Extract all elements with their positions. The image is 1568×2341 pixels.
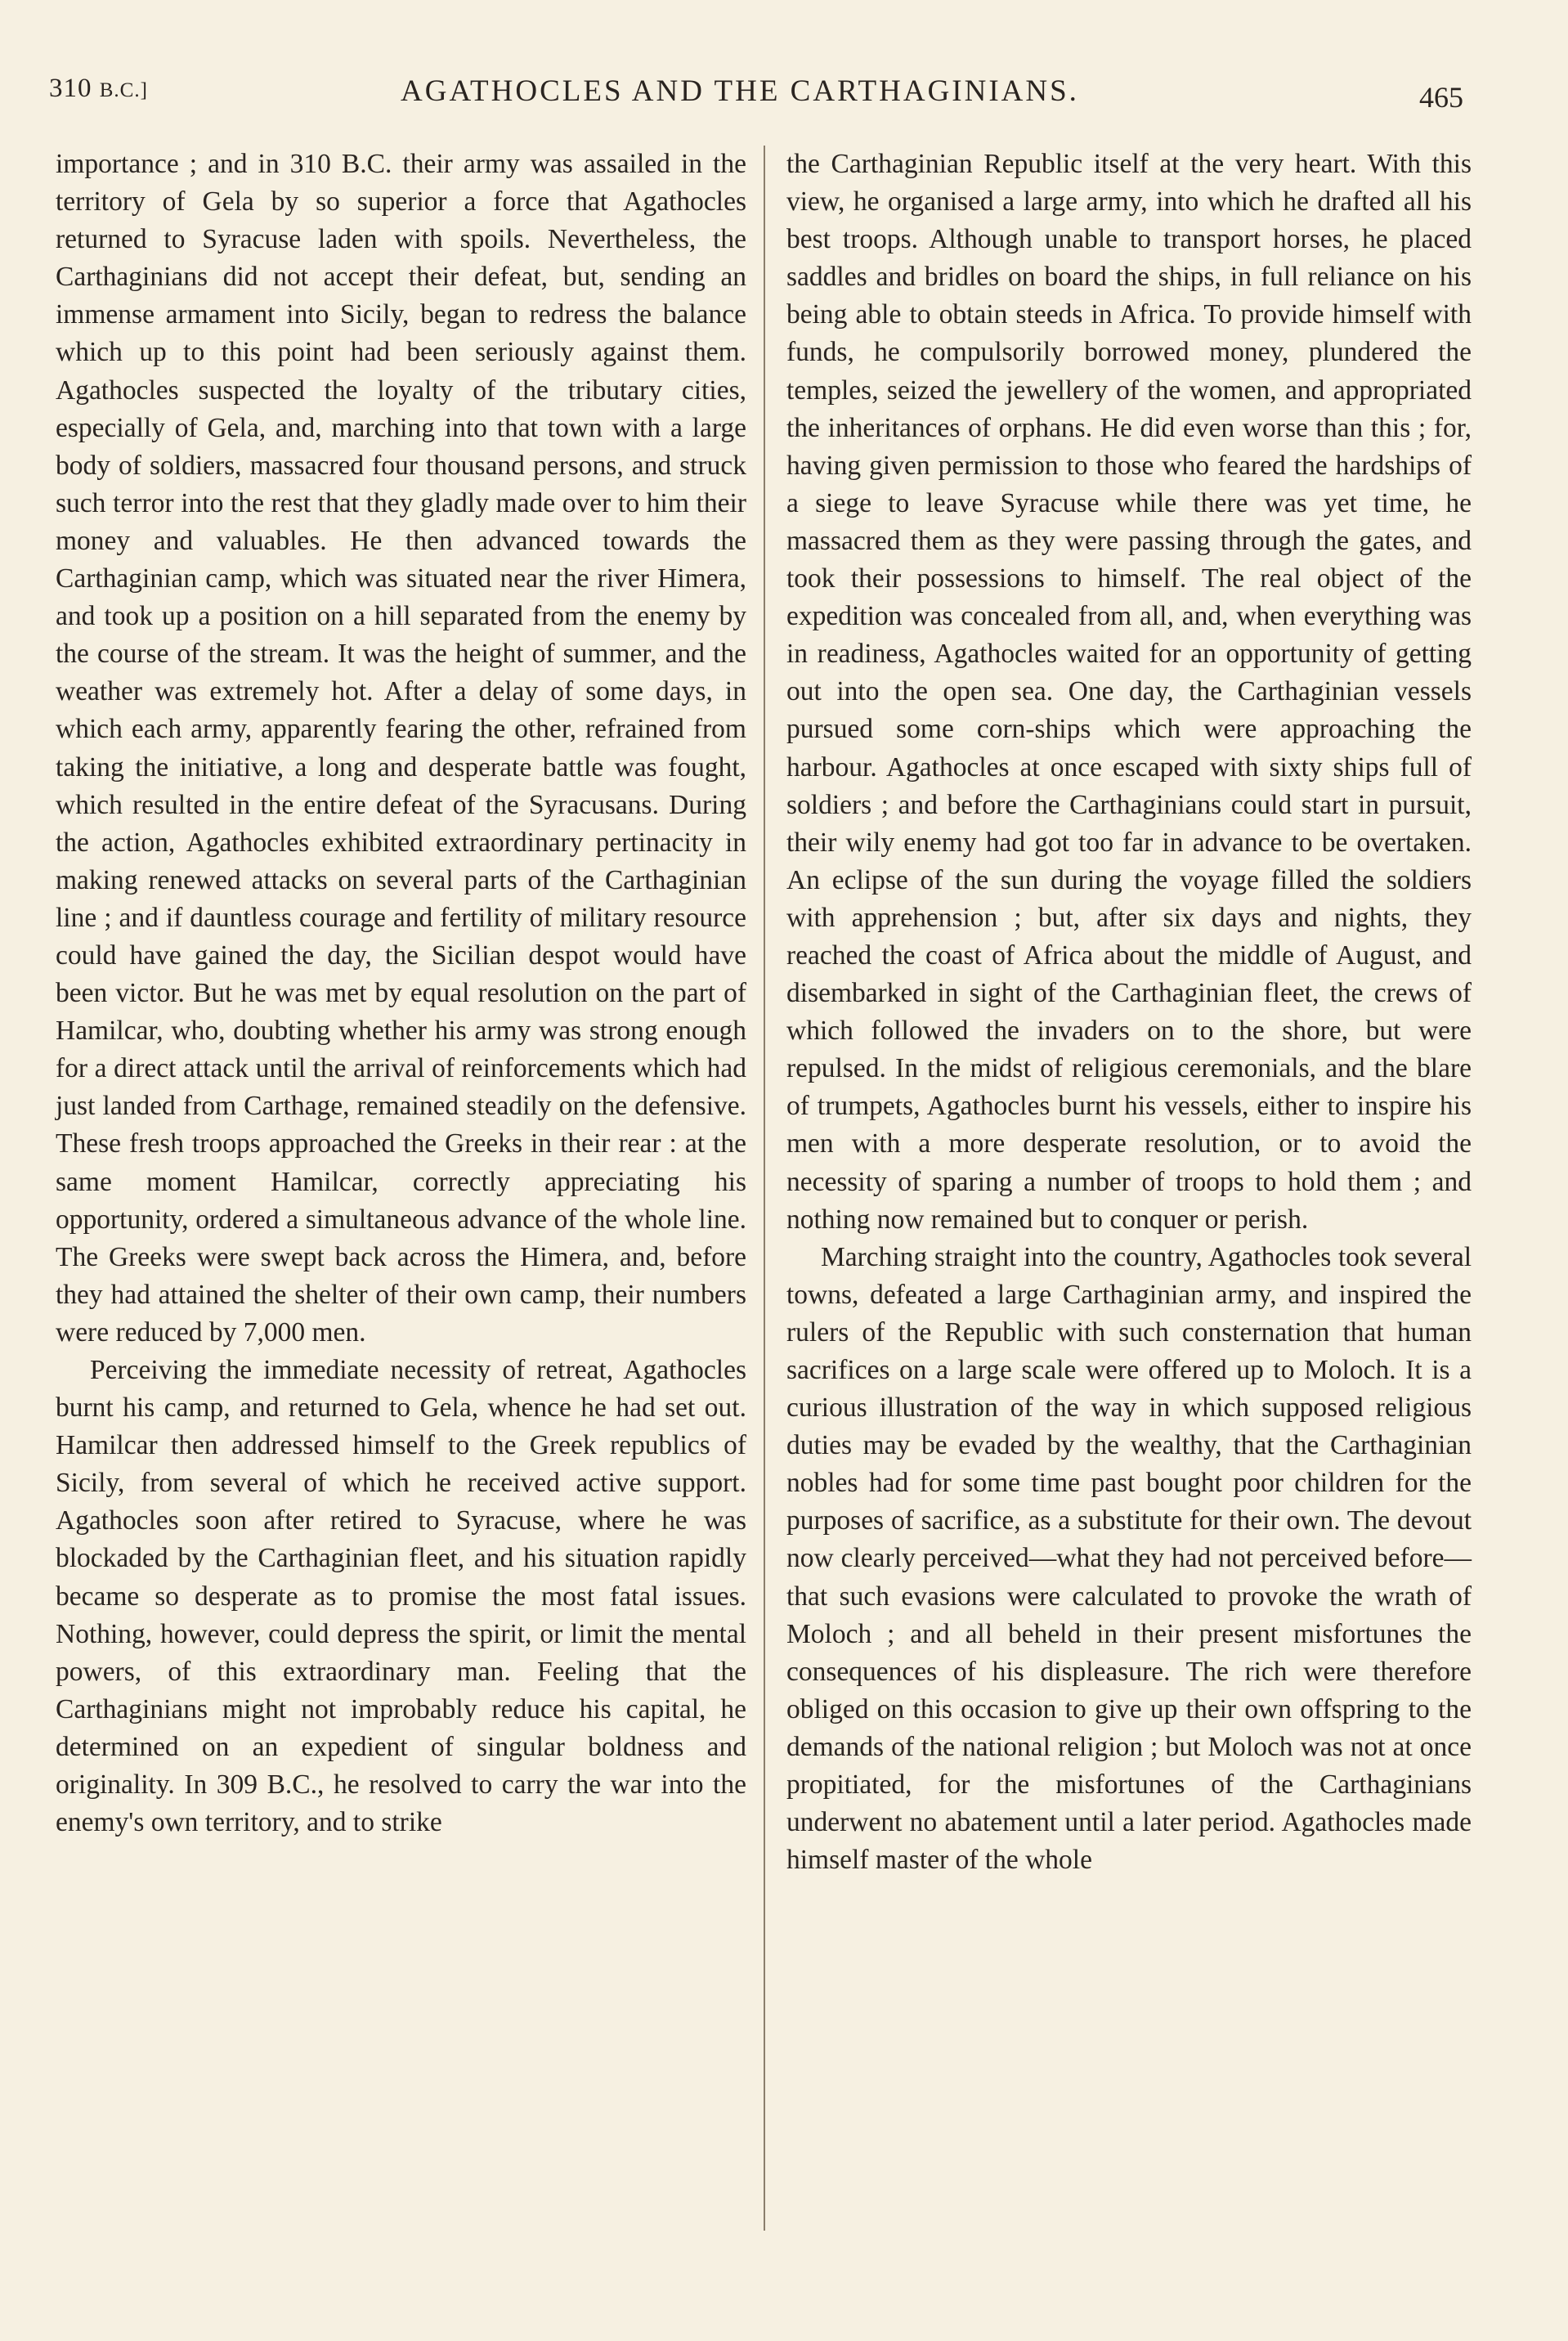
header-date-number: 310 bbox=[49, 74, 92, 103]
header-date bbox=[49, 74, 148, 104]
right-column bbox=[786, 146, 1472, 1879]
page-number: 465 bbox=[1419, 81, 1463, 114]
right-paragraph-2: Marching straight into the country, Agathocles took several towns, defeated a large Carthaginian army, and inspired the rulers of the Republic with such consternation that human sacrifices on a large scale were offered up to Moloch. It is a curious illustration of the way in which supposed religious duties may be evaded by the wealthy, that the Carthaginian nobles had for some time past bought poor children for the purposes of sacrifice, as a substitute for their own. The devout now clearly perceived—what they had not perceived before—that such evasions were calculated to provoke the wrath of Moloch ; and all beheld in their present misfortunes the consequences of his displeasure. The rich were therefore obliged on this occasion to give up their own offspring to the demands of the national religion ; but Moloch was not at once propitiated, for the misfortunes of the Carthaginians underwent no abatement until a later period. Agathocles made himself master of the whole bbox=[786, 1241, 1472, 1876]
running-header bbox=[49, 67, 1463, 124]
header-title: AGATHOCLES AND THE CARTHAGINIANS. bbox=[401, 74, 1079, 108]
left-paragraph-2: Perceiving the immediate necessity of retreat, Agathocles burnt his camp, and returned to Gela, whence he had set out. Hamilcar then addressed himself to the Greek republics of Sicily, from several of which he received active support. Agathocles soon after retired to Syracuse, where he was blockaded by the Carthaginian fleet, and his situation rapidly became so desperate as to promise the most fatal issues. Nothing, however, could depress the spirit, or limit the mental powers, of this extraordinary man. Feeling that the Carthaginians might not improbably reduce his capital, he determined on an expedient of singular boldness and originality. In 309 B.C., he resolved to carry the war into the enemy's own territory, and to strike bbox=[56, 1355, 746, 1838]
header-date-era: B.C.] bbox=[99, 79, 148, 101]
column-divider bbox=[764, 146, 765, 2231]
right-paragraph-1: the Carthaginian Republic itself at the very heart. With this view, he organised a large army, into which he drafted all his best troops. Although unable to transport horses, he placed saddles and bridles on board the ships, in full reliance on his being able to obtain steeds in Africa. To provide himself with funds, he compulsorily borrowed money, plundered the temples, seized the jewellery of the women, and appropriated the inheritances of orphans. He did even worse than this ; for, having given permission to those who feared the hardships of a siege to leave Syracuse while there was yet time, he massacred them as they were passing through the gates, and took their possessions to himself. The real object of the expedition was concealed from all, and, when everything was in readiness, Agathocles waited for an opportunity of getting out into the open sea. One day, the Carthaginian vessels pursued some corn-ships which were approaching the harbour. Agathocles at once escaped with sixty ships full of soldiers ; and before the Carthaginians could start in pursuit, their wily enemy had got too far in advance to be overtaken. An eclipse of the sun during the voyage filled the soldiers with apprehension ; but, after six days and nights, they reached the coast of Africa about the middle of August, and disembarked in sight of the Carthaginian fleet, the crews of which followed the invaders on to the shore, but were repulsed. In the midst of religious ceremonials, and the blare of trumpets, Agathocles burnt his vessels, either to inspire his men with a more desperate resolution, or to avoid the necessity of sparing a number of troops to hold them ; and nothing now remained but to conquer or perish. bbox=[786, 149, 1472, 1235]
left-column bbox=[56, 146, 746, 1841]
left-paragraph-1: importance ; and in 310 B.C. their army was assailed in the territory of Gela by so superior a force that Agathocles returned to Syracuse laden with spoils. Nevertheless, the Carthaginians did not accept their defeat, but, sending an immense armament into Sicily, began to redress the balance which up to this point had been seriously against them. Agathocles suspected the loyalty of the tributary cities, especially of Gela, and, marching into that town with a large body of soldiers, massacred four thousand persons, and struck such terror into the rest that they gladly made over to him their money and valuables. He then advanced towards the Carthaginian camp, which was situated near the river Himera, and took up a position on a hill separated from the enemy by the course of the stream. It was the height of summer, and the weather was extremely hot. After a delay of some days, in which each army, apparently fearing the other, refrained from taking the initiative, a long and desperate battle was fought, which resulted in the entire defeat of the Syracusans. During the action, Agathocles exhibited extraordinary pertinacity in making renewed attacks on several parts of the Carthaginian line ; and if dauntless courage and fertility of military resource could have gained the day, the Sicilian despot would have been victor. But he was met by equal resolution on the part of Hamilcar, who, doubting whether his army was strong enough for a direct attack until the arrival of reinforcements which had just landed from Carthage, remained steadily on the defensive. These fresh troops approached the Greeks in their rear : at the same moment Hamilcar, correctly appreciating his opportunity, ordered a simultaneous advance of the whole line. The Greeks were swept back across the Himera, and, before they had attained the shelter of their own camp, their numbers were reduced by 7,000 men. bbox=[56, 149, 746, 1348]
